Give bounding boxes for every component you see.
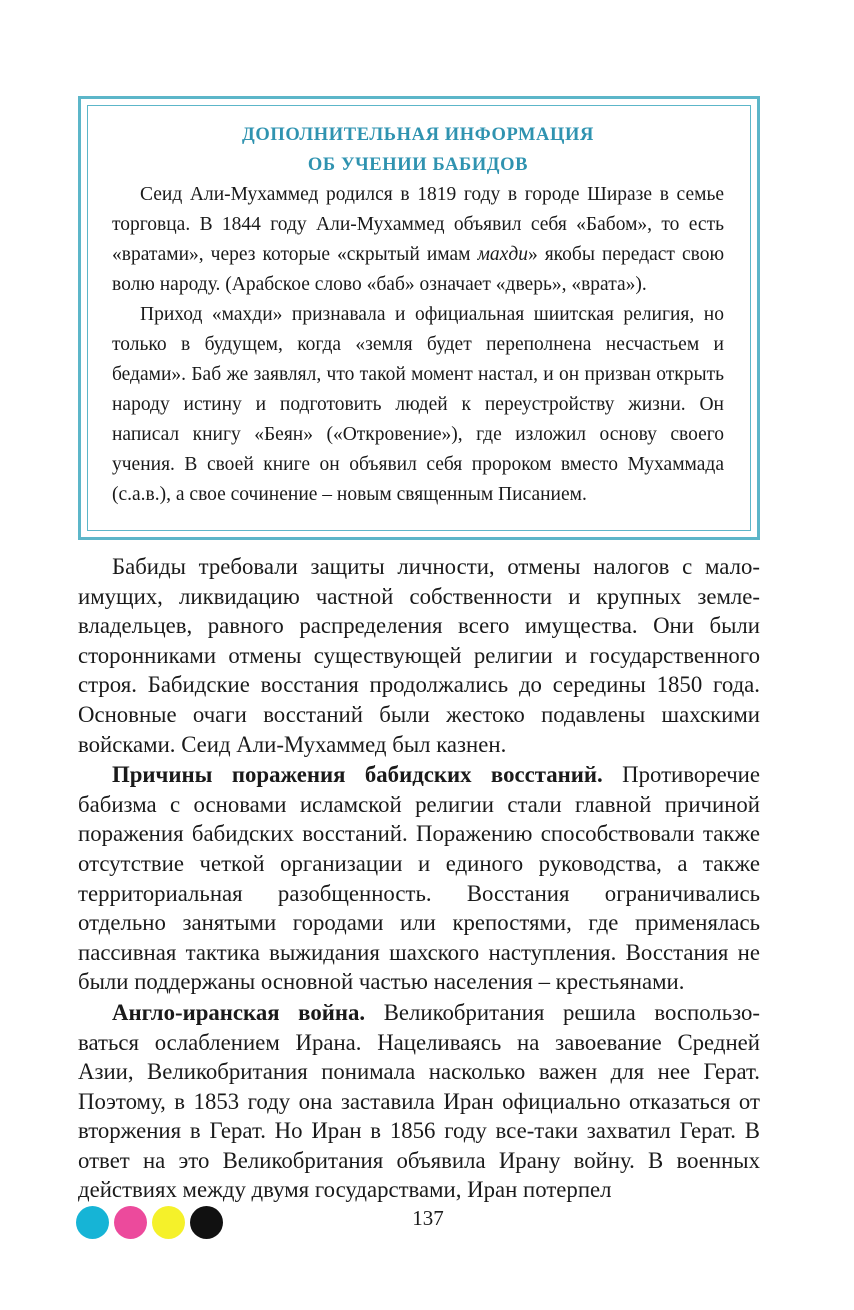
page-number: 137 xyxy=(412,1206,444,1230)
info-paragraph-2: Приход «махди» признавала и официальная шиитская религия, но только в будущем, когда «земля будет переполнена несчастьем и бедами». Баб же заявлял, что такой момент настал, и он призван открыть народу истину и подготовить людей к переустройству жизни. Он написал книгу «Беян» («Откровение»), где изложил основу своего учения. В своей книге он объявил себя пророком вместо Мухаммада (с.а.в.), а свое сочинение – новым священным Писанием. xyxy=(112,304,724,505)
defeat-causes-heading: Причины поражения бабидских восстаний. xyxy=(112,762,603,788)
black-dot xyxy=(190,1206,223,1239)
info-title-line-2: ОБ УЧЕНИИ БАБИДОВ xyxy=(307,155,529,175)
info-para1-text-b: » якобы передаст свою волю народу. (Арабское слово «баб» означает «дверь», «врата»). xyxy=(112,244,725,295)
info-paragraph-1 xyxy=(112,180,724,300)
yellow-dot xyxy=(152,1206,185,1239)
main-paragraph-3 xyxy=(78,998,760,1205)
anglo-iranian-war-heading: Англо-иранская война. xyxy=(112,999,366,1025)
main-paragraph-3-text: Великобритания решила воспользоваться ослаблением Ирана. Нацеливаясь на завоевание Средней Азии, Великобритания понимала насколько важен для нее Герат. Поэтому, в 1853 году она заставила Иран официально отказаться от вторжения в Герат. Но Иран в 1856 году все-таки захватил Герат. В ответ на это Великобритания объявила Ирану войну. В военных действиях между двумя государствами, Иран потерпел xyxy=(78,999,760,1203)
info-box-title xyxy=(112,120,724,180)
main-text xyxy=(78,552,760,1205)
additional-info-inner xyxy=(87,105,751,531)
info-para1-italic: махди xyxy=(477,244,528,265)
additional-info-box xyxy=(78,96,760,540)
main-paragraph-1: Бабиды требовали защиты личности, отмены налогов с малоимущих, ликвидацию частной собственности и крупных землевладельцев, равного распределения всего имущества. Они были сторонниками отмены существующей религии и государственного строя. Бабидские восстания продолжались до середины 1850 года. Основные очаги восстаний были жестоко подавлены шахскими войсками. Сеид Али-Мухаммед был казнен. xyxy=(78,554,760,757)
info-title-line-1: ДОПОЛНИТЕЛЬНАЯ ИНФОРМАЦИЯ xyxy=(242,125,594,145)
magenta-dot xyxy=(114,1206,147,1239)
main-paragraph-2-text: Противоречие бабизма с основами исламской религии стали главной причиной поражения бабидских восстаний. Поражению способствовали также отсутствие четкой организации и единого руководства, а также территориальная разобщенность. Восстания ограничивались отдельно занятыми городами или крепостями, где применялась пассивная тактика выжидания шахского наступления. Восстания не были поддержаны основной частью населения – крестьянами. xyxy=(78,762,760,995)
cyan-dot xyxy=(76,1206,109,1239)
print-color-marks xyxy=(76,1206,223,1240)
main-paragraph-2 xyxy=(78,760,760,997)
info-para1-text-a: Сеид Али-Мухаммед родился в 1819 году в городе Ширазе в семье торговца. В 1844 году Али-Мухаммед объявил себя «Бабом», то есть «вратами», через которые «скрытый имам xyxy=(112,184,724,265)
